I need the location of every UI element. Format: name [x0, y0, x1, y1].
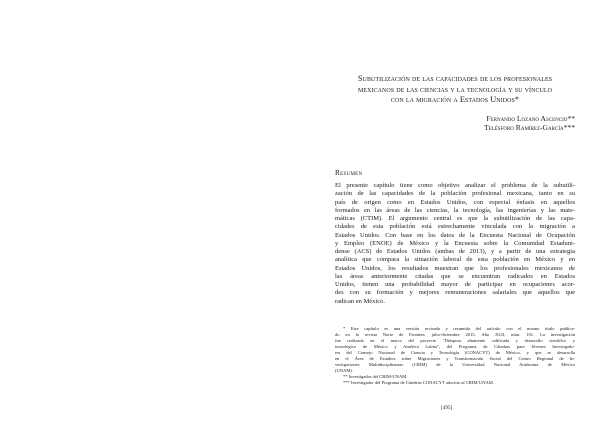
- abstract-line: y Empleo (ENOE) de México y la Encuesta sobre la Comunidad Estaduni-: [335, 239, 575, 247]
- abstract-line: dense (ACS) de Estados Unidos (ambas de 2013), y a partir de una estrategia: [335, 248, 575, 255]
- footnote-line: tecnológico de México y América Latina", del Programa de Cátedras para Jóvenes Investigado-: [335, 343, 575, 349]
- abstract-line: Estados Unidos, los resultados muestran que los profesionales mexicanos de: [335, 264, 575, 272]
- abstract-line: des con su formación y mejores remuneraciones salariales que aquellos que: [335, 289, 575, 297]
- chapter-title-line-3: con la migración a Estados Unidos*: [390, 95, 520, 105]
- abstract-line: las áreas anteriormente citadas que se encuentran radicados en Estados: [335, 272, 575, 280]
- abstract-line: El presente capítulo tiene como objetivo analizar el problema de la subutili-: [335, 182, 575, 189]
- footnote-line: en el Área de Estudios sobre Migraciones y Transformación Social del Centro Regional de In-: [335, 355, 575, 361]
- author-list: [335, 114, 575, 133]
- page-number: [495]: [441, 405, 453, 411]
- abstract-line: país de origen como en Estados Unidos, con especial énfasis en aquellos: [335, 198, 575, 206]
- chapter-title-line-1: Subutilización de las capacidades de los profesionales: [357, 74, 553, 83]
- footnotes: [335, 326, 575, 386]
- abstract-line: zación de las capacidades de la población profesional mexicana, tanto en su: [335, 190, 575, 198]
- author-name: Fernando Lozano Ascencio**: [486, 114, 575, 123]
- abstract-line: Estados Unidos. Con base en los datos de la Encuesta Nacional de Ocupación: [335, 231, 575, 239]
- abstract-line: formados en las áreas de las ciencias, la tecnología, las ingenierías y las mate-: [335, 206, 575, 214]
- footnote-line: vestigaciones Multidisciplinarias (CRIM) de la Universidad Nacional Autónoma de México: [335, 361, 575, 367]
- footnote-line: *** Investigador del Programa de Cátedras CONACYT adscrito al CRIM-UNAM.: [343, 379, 494, 385]
- abstract-line: analítica que compara la situación laboral de esta población en México y en: [335, 256, 575, 264]
- chapter-title: [335, 74, 575, 106]
- footnote-line: (UNAM).: [335, 367, 354, 373]
- footnote-line: res del Consejo Nacional de Ciencia y Tecnología (CONACYT) de México, y que se desarrolla: [335, 349, 575, 355]
- author-name: Telésforo Ramírez-García***: [483, 123, 575, 133]
- abstract-line: máticas (CTIM). El argumento central es que la subutilización de las capa-: [335, 215, 575, 222]
- abstract-paragraph: [335, 182, 575, 306]
- footnote-line: do en la revista Norte de Frontera, julio-diciembre 2015, Año XLII, núm. 101. La investigación: [335, 331, 575, 337]
- abstract-line: radican en México.: [335, 297, 385, 305]
- footnote-line: * Este capítulo es una versión revisada y resumida del artículo con el mismo título publica-: [343, 326, 575, 331]
- footnote-line: ** Investigador del CRIM-UNAM.: [343, 373, 408, 379]
- chapter-title-line-2: mexicanos de las ciencias y la tecnología y su vínculo: [357, 84, 553, 94]
- abstract-line: cidades de esta población está estrechamente vinculada con la migración a: [335, 223, 575, 231]
- abstract-line: Unidos, tienen una probabilidad mayor de participar en ocupaciones acor-: [335, 281, 575, 288]
- abstract-heading: Resumen: [335, 169, 363, 177]
- footnote-line: fue realizada en el marco del proyecto "Diáspora altamente calificada y desarrollo científico y: [335, 337, 575, 343]
